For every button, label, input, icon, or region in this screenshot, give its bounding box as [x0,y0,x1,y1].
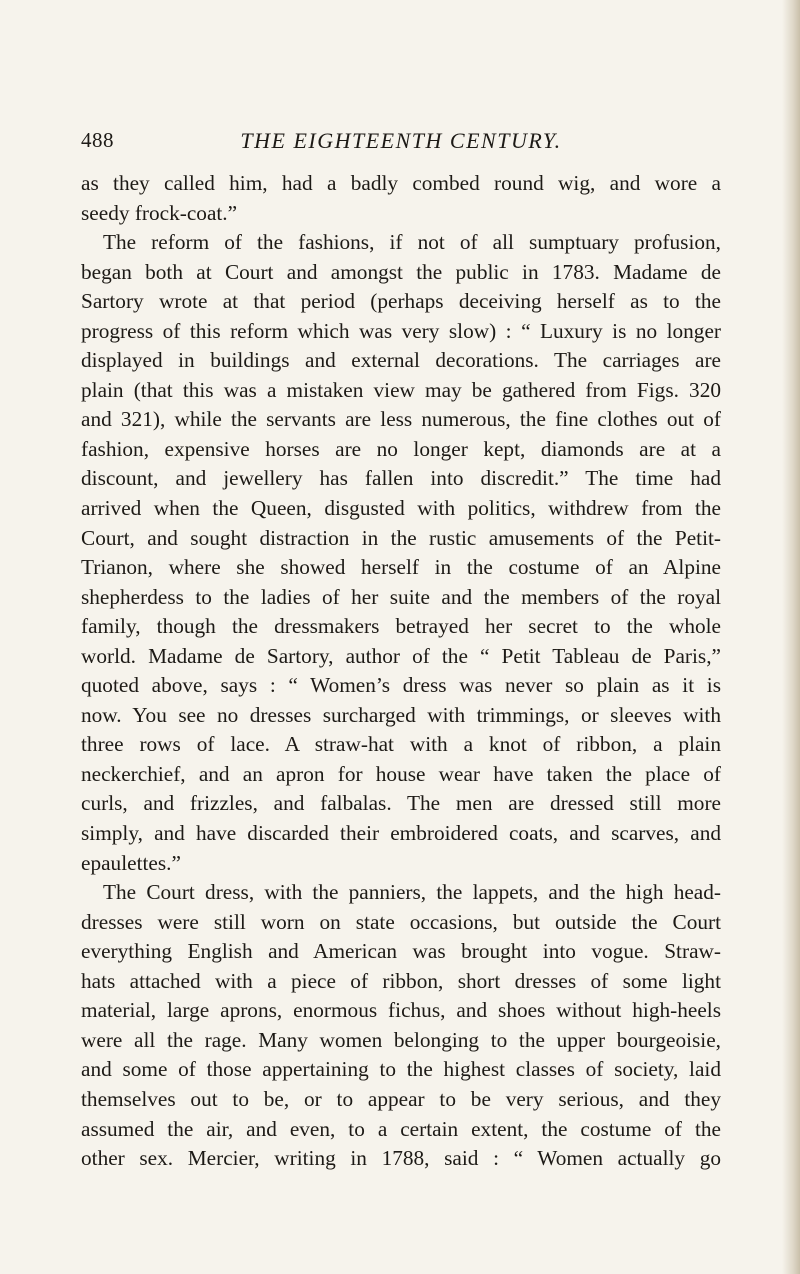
text-line: three rows of lace. A straw-hat with a knot of ribbon, a plain [81,732,721,757]
text-line: curls, and frizzles, and falbalas. The men are dressed still more [81,791,721,816]
text-line: hats attached with a piece of ribbon, short dresses of some light [81,968,721,993]
text-line: family, though the dressmakers betrayed her secret to the whole [81,614,721,639]
text-line: Court, and sought distraction in the rustic amusements of the Petit- [81,525,721,550]
text-line: simply, and have discarded their embroidered coats, and scarves, and [81,821,721,846]
text-line: and some of those appertaining to the highest classes of society, laid [81,1057,721,1082]
text-line: Sartory wrote at that period (perhaps deceiving herself as to the [81,289,721,314]
text-line: material, large aprons, enormous fichus, and shoes without high-heels [81,998,721,1023]
page-edge-shadow [782,0,800,1274]
text-line: plain (that this was a mistaken view may be gathered from Figs. 320 [81,377,721,402]
body-text [81,169,721,1174]
text-line: The reform of the fashions, if not of all sumptuary profusion, [103,230,721,255]
page-number: 488 [81,128,114,152]
text-line: fashion, expensive horses are no longer kept, diamonds are at a [81,436,721,461]
text-line: discount, and jewellery has fallen into discredit.” The time had [81,466,721,491]
text-line: arrived when the Queen, disgusted with politics, withdrew from the [81,496,721,521]
text-line: began both at Court and amongst the public in 1783. Madame de [81,259,721,284]
running-head [81,128,721,158]
text-line: epaulettes.” [81,850,181,875]
text-line: Trianon, where she showed herself in the costume of an Alpine [81,555,721,580]
text-line: world. Madame de Sartory, author of the “ Petit Tableau de Paris,” [81,643,721,668]
text-line: seedy frock-coat.” [81,200,238,225]
text-line: other sex. Mercier, writing in 1788, said : “ Women actually go [81,1146,721,1171]
text-line: dresses were still worn on state occasions, but outside the Court [81,909,721,934]
running-title: THE EIGHTEENTH CENTURY. [240,128,562,153]
text-line: progress of this reform which was very slow) : “ Luxury is no longer [81,318,721,343]
text-line: as they called him, had a badly combed round wig, and wore a [81,171,721,195]
text-line: displayed in buildings and external decorations. The carriages are [81,348,721,373]
text-line: everything English and American was brought into vogue. Straw- [81,939,721,964]
text-line: themselves out to be, or to appear to be very serious, and they [81,1086,721,1111]
text-line: The Court dress, with the panniers, the lappets, and the high head- [103,880,721,905]
text-line: neckerchief, and an apron for house wear have taken the place of [81,761,721,786]
text-line: assumed the air, and even, to a certain extent, the costume of the [81,1116,721,1141]
text-line: now. You see no dresses surcharged with trimmings, or sleeves with [81,702,721,727]
text-line: shepherdess to the ladies of her suite and the members of the royal [81,584,721,609]
text-line: were all the rage. Many women belonging to the upper bourgeoisie, [81,1027,721,1052]
text-line: and 321), while the servants are less numerous, the fine clothes out of [81,407,721,432]
text-line: quoted above, says : “ Women’s dress was never so plain as it is [81,673,721,698]
